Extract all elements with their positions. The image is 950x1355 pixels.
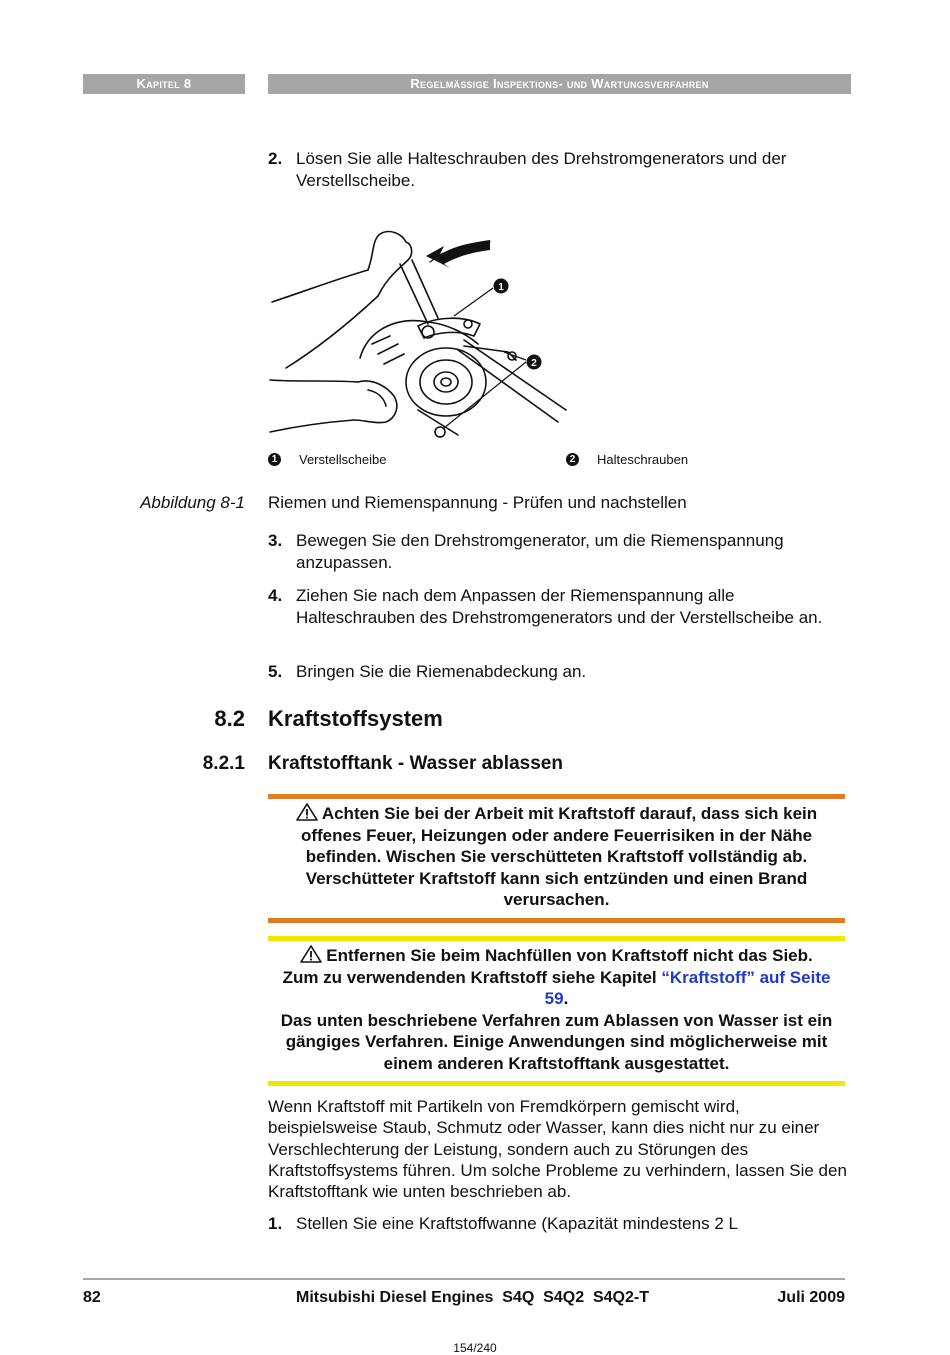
step-number: 3. <box>268 531 283 550</box>
subsection-number: 8.2.1 <box>202 753 245 774</box>
step-number: 1. <box>268 1214 283 1233</box>
step-text: Lösen Sie alle Halteschrauben des Drehstromgenerators und der Verstellscheibe. <box>296 149 787 190</box>
section-number: 8.2 <box>214 706 245 731</box>
subsection-title: Kraftstofftank - Wasser ablassen <box>268 753 563 774</box>
step-item <box>268 148 848 191</box>
note-box <box>268 936 845 1086</box>
warning-triangle-icon <box>300 945 322 963</box>
body-paragraph: Wenn Kraftstoff mit Partikeln von Fremdkörpern gemischt wird, beispielsweise Staub, Schmutz oder Wasser, kann dies nicht nur zu einer Verschlechterung der Leistung, sondern auch zu Störungen des Kraftstoffsystems führen. Um solche Probleme zu verhindern, lassen Sie den Kraftstofftank wie unten beschrieben ab. <box>268 1097 847 1202</box>
figure-label: Abbildung 8-1 <box>140 493 245 512</box>
section-title: Kraftstoffsystem <box>268 706 443 731</box>
step-text: Ziehen Sie nach dem Anpassen der Riemenspannung alle Halteschrauben des Drehstromgenerators und der Verstellscheibe an. <box>296 586 823 627</box>
svg-text:1: 1 <box>498 282 504 293</box>
legend-item <box>566 452 688 467</box>
step-text: Stellen Sie eine Kraftstoffwanne (Kapazität mindestens 2 L <box>296 1214 738 1233</box>
step-number: 2. <box>268 149 283 168</box>
legend-label: Verstellscheibe <box>299 452 387 467</box>
callout-1 <box>494 279 509 294</box>
figure-caption: Riemen und Riemenspannung - Prüfen und nachstellen <box>268 493 687 512</box>
footer-page-number: 82 <box>83 1289 101 1306</box>
warning-triangle-icon <box>296 803 318 821</box>
note-line-3: Das unten beschriebene Verfahren zum Ablassen von Wasser ist ein gängiges Verfahren. Einige Anwendungen sind möglicherweise mit einem anderen Kraftstofftank ausgestattet. <box>280 1010 833 1073</box>
page-counter: 154/240 <box>453 1341 497 1355</box>
warning-box <box>268 794 845 923</box>
legend-label: Halteschrauben <box>597 452 689 467</box>
note-line-1: Entfernen Sie beim Nachfüllen von Kraftstoff nicht das Sieb. <box>326 946 813 965</box>
step-text: Bewegen Sie den Drehstromgenerator, um die Riemenspannung anzupassen. <box>296 531 784 572</box>
legend-badge: 1 <box>268 453 281 466</box>
step-text: Bringen Sie die Riemenabdeckung an. <box>296 662 587 681</box>
step-item <box>268 530 848 573</box>
footer-date: Juli 2009 <box>777 1289 845 1306</box>
svg-text:2: 2 <box>531 358 537 369</box>
step-number: 4. <box>268 586 283 605</box>
callout-2 <box>527 355 542 370</box>
legend-badge: 2 <box>566 453 579 466</box>
step-number: 5. <box>268 662 283 681</box>
footer-title: Mitsubishi Diesel Engines S4Q S4Q2 S4Q2-T <box>296 1289 649 1306</box>
warning-text: Achten Sie bei der Arbeit mit Kraftstoff darauf, dass sich kein offenes Feuer, Heizungen oder andere Feuerrisiken in der Nähe befinden. Wischen Sie verschütteten Kraftstoff vollständig ab. Verschütteter Kraftstoff kann sich entzünden und einen Brand verursachen. <box>300 804 818 909</box>
step-item <box>268 1213 848 1235</box>
note-link-suffix: . <box>563 989 569 1008</box>
note-line-2: Zum zu verwendenden Kraftstoff siehe Kapitel <box>282 967 657 987</box>
belt-adjustment-illustration <box>268 220 568 450</box>
step-item <box>268 661 848 683</box>
legend-item <box>268 452 386 467</box>
fuel-chapter-link[interactable]: “Kraftstoff” auf Seite 59 <box>544 967 831 1008</box>
section-header: Regelmäßige Inspektions- und Wartungsverfahren <box>268 74 851 94</box>
footer-rule <box>83 1278 845 1280</box>
step-item <box>268 585 848 628</box>
chapter-header: Kapitel 8 <box>83 74 245 94</box>
